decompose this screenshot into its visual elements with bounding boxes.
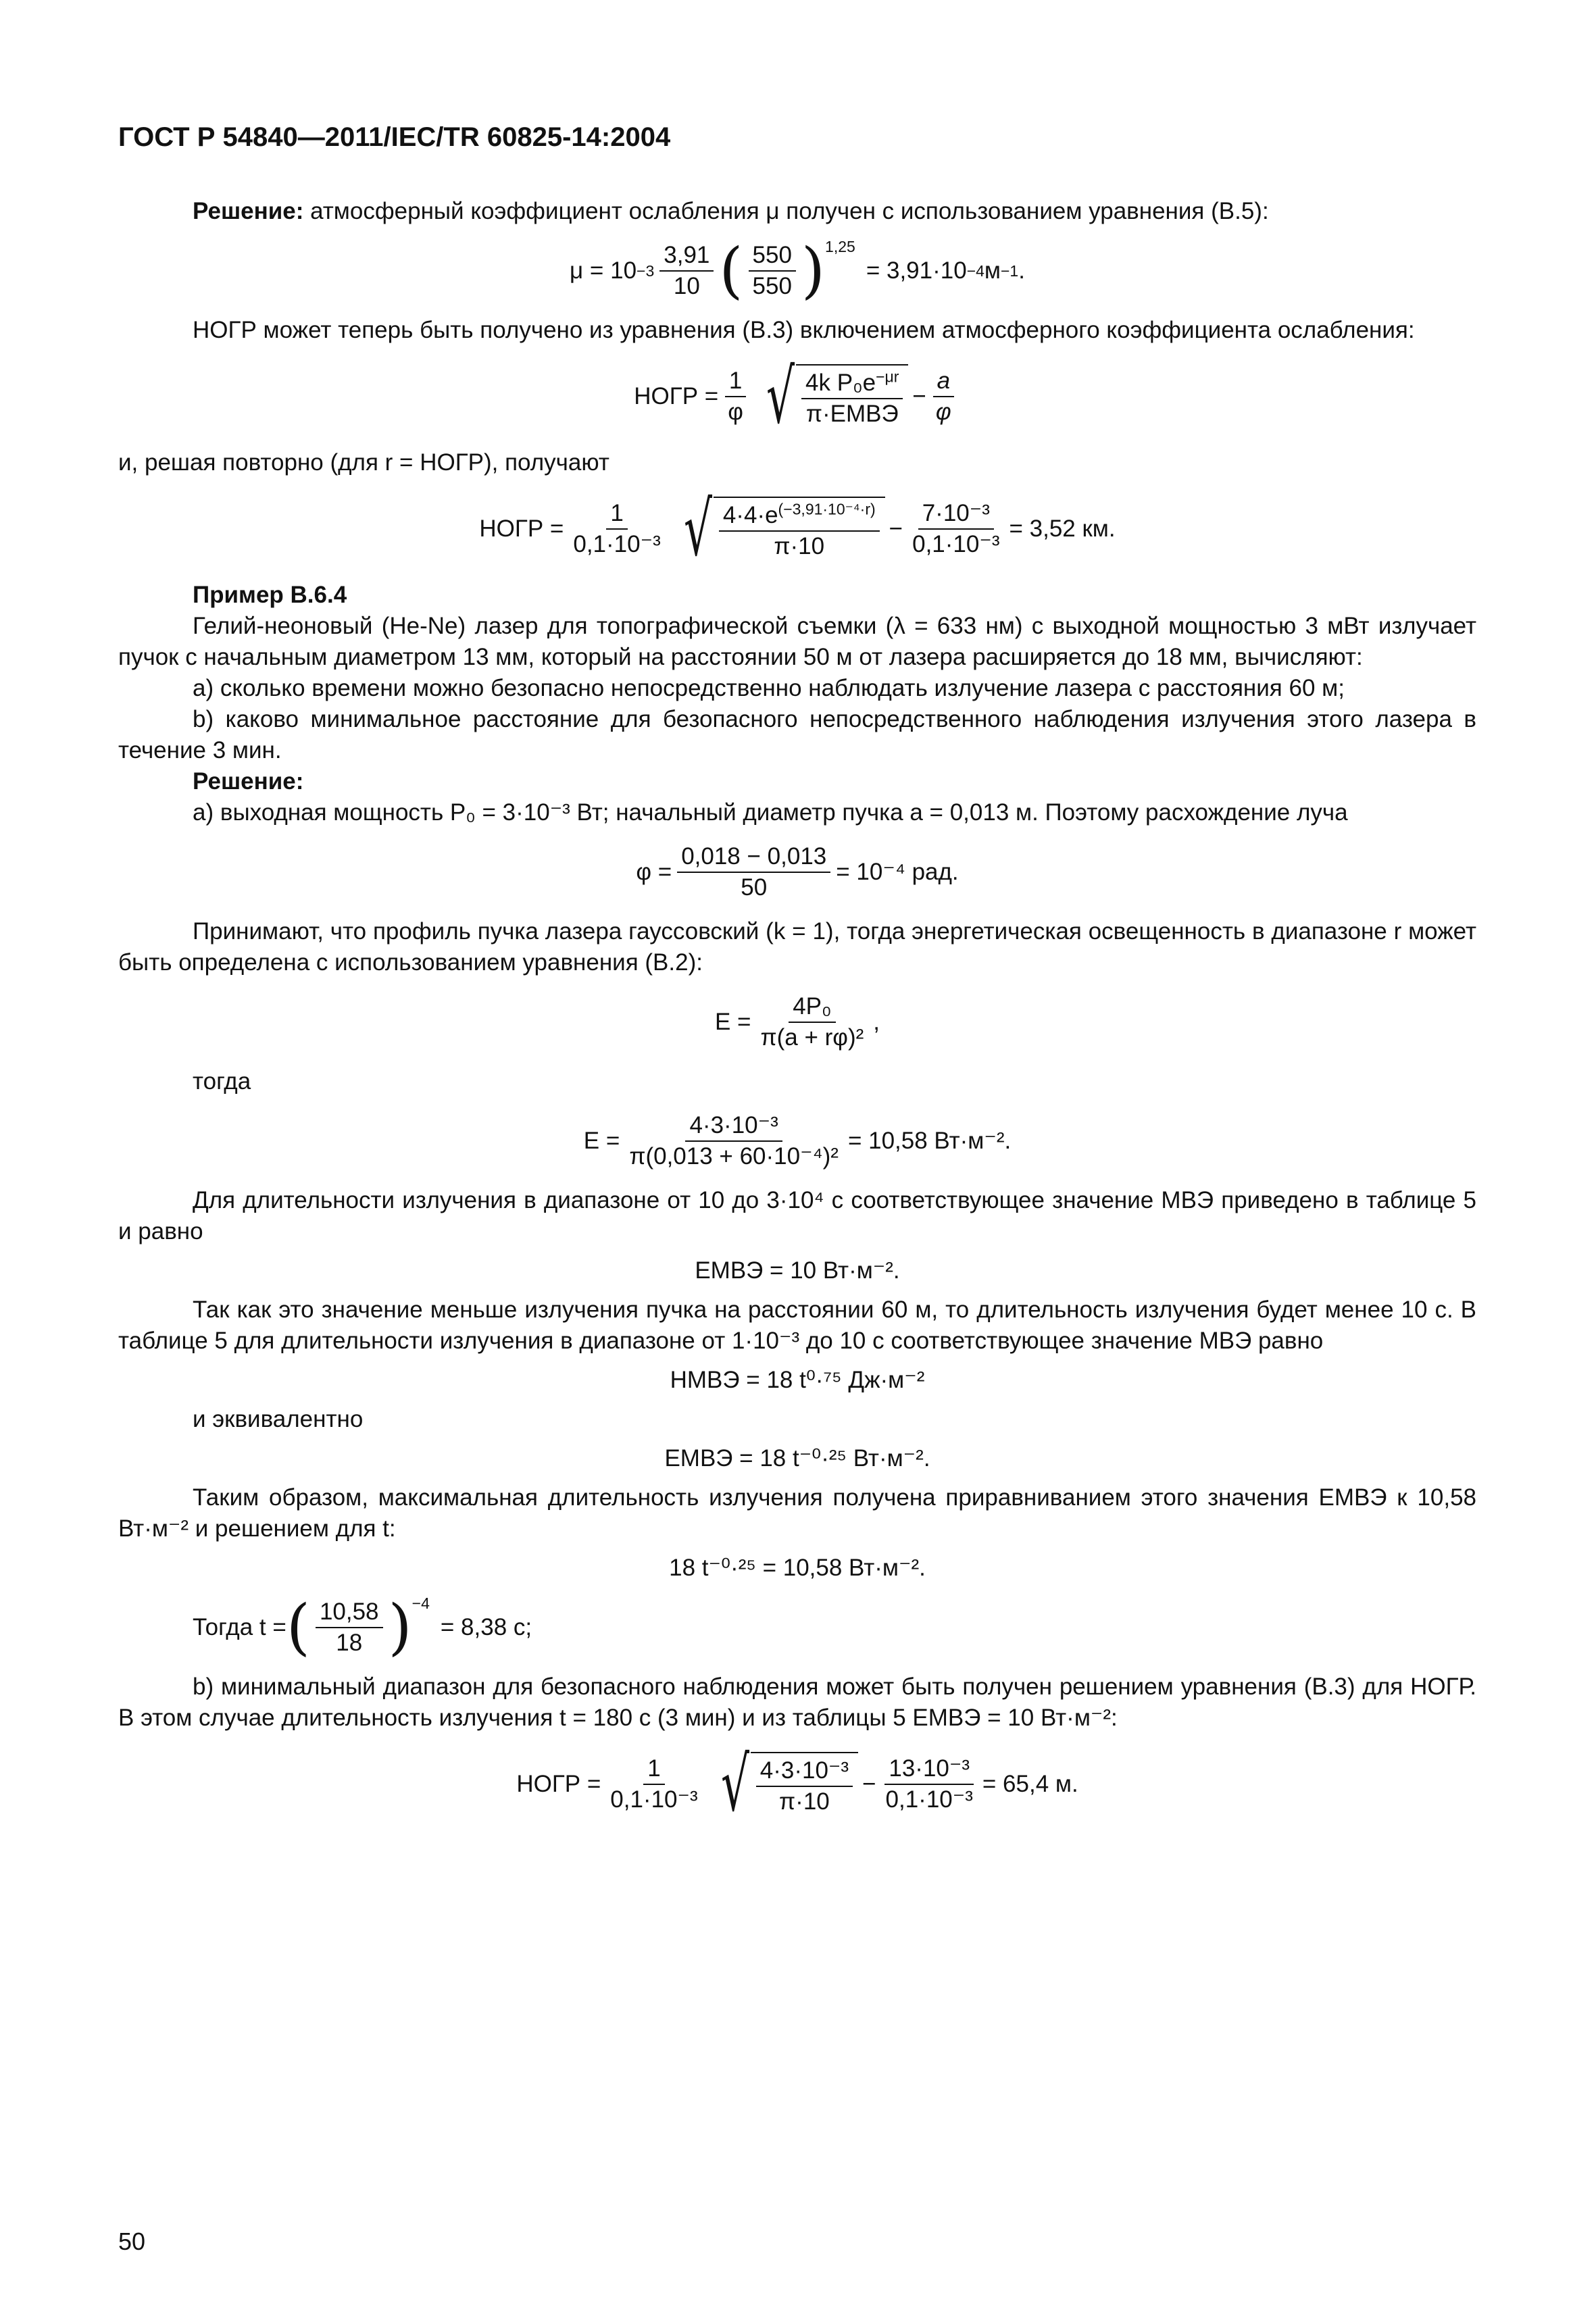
formula-nogr-numeric-2: НОГР = $\frac{1}{\text{0,1·10⁻³}}$ √ $\frac{\text{4·3·10⁻³}}{\pi\cdot 10}$ − $\frac{\text{13·10⁻³}}{\text{0,1·10⁻³}}$ = 65,4 м. — [516, 1741, 1078, 1828]
page-content — [118, 196, 1476, 1835]
solution-a-text: a) выходная мощность P₀ = 3·10⁻³ Вт; начальный диаметр пучка a = 0,013 м. Поэтому расхождение луча — [193, 799, 1348, 826]
formula-h-mpe: HМВЭ = 18 t⁰·⁷⁵ Дж·м⁻² — [670, 1367, 925, 1393]
paragraph-then: тогда — [193, 1068, 251, 1095]
paragraph-mpe-range: Для длительности излучения в диапазоне от 10 до 3·10⁴ с соответствующее значение МВЭ приведено в таблице 5 и равно — [118, 1187, 1476, 1244]
paragraph-max-duration: Таким образом, максимальная длительность излучения получена приравниванием этого значения EМВЭ к 10,58 Вт·м⁻² и решением для t: — [118, 1484, 1476, 1542]
document-header: ГОСТ Р 54840—2011/IEC/TR 60825-14:2004 — [118, 122, 671, 152]
formula-nogr-general: НОГР = $\frac{1}{\varphi}$ √ 4k $P_0e^{-\mu r}$ π·EМВЭ − $\frac{a}{\varphi}$ — [118, 359, 1476, 434]
page-number: 50 — [118, 2228, 146, 2255]
paragraph-less-60m: Так как это значение меньше излучения пучка на расстоянии 60 м, то длительность излучения будет менее 10 с. В таблице 5 для длительности излучения в диапазоне от 1·10⁻³ до 10 с соответствующее значение МВЭ равно — [118, 1297, 1476, 1354]
formula-irradiance: E = $\frac{\text{4P₀}}{\text{π(a + rφ)²}}$ , — [714, 993, 880, 1051]
example-title: Пример B.6.4 — [193, 582, 347, 608]
paragraph-nogr-atmos: НОГР может теперь быть получено из уравнения (B.3) включением атмосферного коэффициента ослабления: — [193, 317, 1415, 343]
question-b: b) каково минимальное расстояние для безопасного непосредственного наблюдения излучения этого лазера в течение 3 мин. — [118, 706, 1476, 763]
formula-e-mpe: EМВЭ = 10 Вт·м⁻². — [695, 1257, 900, 1284]
solution-b-text: b) минимальный диапазон для безопасного наблюдения может быть получен решением уравнения (B.3) для НОГР. В этом случае длительность излучения t = 180 с (3 мин) и из таблицы 5 EМВЭ = 10 Вт·м⁻²: — [118, 1674, 1476, 1731]
formula-equation-t: 18 t⁻⁰·²⁵ = 10,58 Вт·м⁻². — [669, 1555, 926, 1581]
formula-e-mpe-t: EМВЭ = 18 t⁻⁰·²⁵ Вт·м⁻². — [664, 1445, 930, 1472]
example-description: Гелий-неоновый (He-Ne) лазер для топографической съемки (λ = 633 нм) с выходной мощностью 3 мВт излучает пучок с начальным диаметром 13 мм, который на расстоянии 50 м от лазера расширяется до 18 мм, вычисляют: — [118, 613, 1476, 670]
solution-label: Решение: — [193, 768, 304, 795]
solution-paragraph-1: Решение: атмосферный коэффициент ослабления μ получен с использованием уравнения (B.5): — [193, 198, 1269, 224]
paragraph-solve-again: и, решая повторно (для r = НОГР), получают — [118, 449, 609, 476]
formula-nogr-numeric-1: НОГР = $\frac{1}{\text{0,1·10⁻³}}$ √ $\frac{4\cdot 4\cdot e^{(-3,91\cdot 10^{-4}\cdot r)}}{\pi\cdot 10}$ − $\frac{\text{7·10⁻³}}{\text{0,1·10⁻³}}$ = 3,52 км. — [479, 486, 1116, 572]
paragraph-equivalent: и эквивалентно — [193, 1406, 364, 1432]
formula-mu: μ = 10 −3 3,91 10 ( 550 550 ) $^{1,25}$ = 3,91·10 −4 м −1 . — [570, 235, 1025, 306]
formula-phi: φ = $\frac{0,018 - 0,013}{50}$ = 10⁻⁴ рад. — [636, 843, 959, 901]
question-a: a) сколько времени можно безопасно непосредственно наблюдать излучение лазера с расстояния 60 м; — [193, 675, 1345, 701]
formula-t-result: Тогда t = ( 10,58 18 ) $^{-4}$ = 8,38 с; — [193, 1592, 532, 1663]
formula-irradiance-numeric: E = $\frac{\text{4·3·10⁻³}}{\text{π(0,013 + 60·10⁻⁴)²}}$ = 10,58 Вт·м⁻². — [583, 1112, 1012, 1169]
paragraph-gaussian: Принимают, что профиль пучка лазера гауссовский (k = 1), тогда энергетическая освещенность в диапазоне r может быть определена с использованием уравнения (B.2): — [118, 918, 1476, 976]
